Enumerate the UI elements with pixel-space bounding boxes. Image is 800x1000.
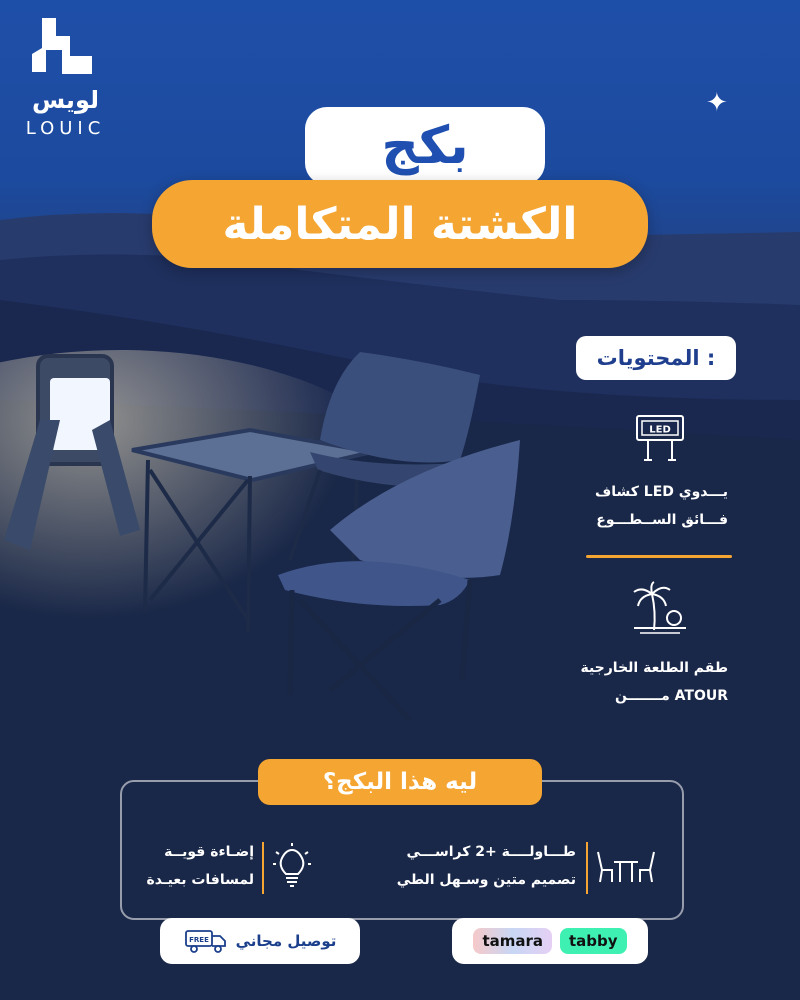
svg-text:LED: LED (649, 424, 671, 436)
contents-item-led-line1: كشاف LED يـــدوي (594, 484, 728, 500)
contents-item-outdoor-line2: مـــــــن ATOUR (615, 688, 728, 704)
why-label-badge (258, 759, 542, 805)
feature-table-chairs (397, 838, 576, 894)
tamara-logo: tamara (473, 928, 552, 954)
contents-label-badge (576, 336, 736, 380)
contents-label: المحتويات : (596, 346, 716, 370)
sparkle-icon: ✦ (706, 88, 728, 118)
feature-table-line2: تصميم متين وسـهل الطي (396, 872, 576, 888)
free-delivery-label: توصيل مجاني (235, 932, 337, 950)
feature-light-line2: لمسافات بعيـدة (146, 872, 254, 888)
payment-options (452, 918, 648, 964)
brand-name-en: LOUIC (25, 118, 106, 139)
contents-item-led-line2: فـــائق الســطـــوع (596, 512, 728, 528)
headline-line1: بكج (381, 116, 469, 176)
feature-separator (262, 842, 264, 894)
headline-badge (305, 107, 545, 185)
free-delivery-badge (160, 918, 360, 964)
feature-light-line1: إضـاءة قويــة (164, 844, 254, 860)
headline-banner (152, 180, 648, 268)
led-sign-icon (634, 412, 686, 464)
brand-name-ar: لويس (32, 86, 99, 114)
feature-table-line1: طـــاولــــة +2 كراســـي (406, 844, 576, 860)
contents-item-outdoor-line1: طقم الطلعة الخارجية (580, 660, 728, 676)
louic-logo-icon (18, 10, 113, 86)
feature-lighting (146, 838, 254, 894)
brand-logo (18, 10, 113, 139)
table-chairs-icon (594, 846, 658, 886)
contents-item-led (595, 478, 728, 534)
delivery-truck-icon (184, 928, 228, 954)
lightbulb-icon (272, 842, 312, 890)
why-label: ليه هذا البكج؟ (322, 769, 478, 795)
free-badge-text: FREE (188, 936, 209, 944)
palm-beach-icon (632, 580, 688, 636)
feature-separator (586, 842, 588, 894)
tabby-logo: tabby (560, 928, 627, 954)
headline-line2: الكشتة المتكاملة (222, 198, 578, 250)
contents-item-outdoor-set (580, 654, 728, 710)
contents-divider (586, 555, 732, 558)
